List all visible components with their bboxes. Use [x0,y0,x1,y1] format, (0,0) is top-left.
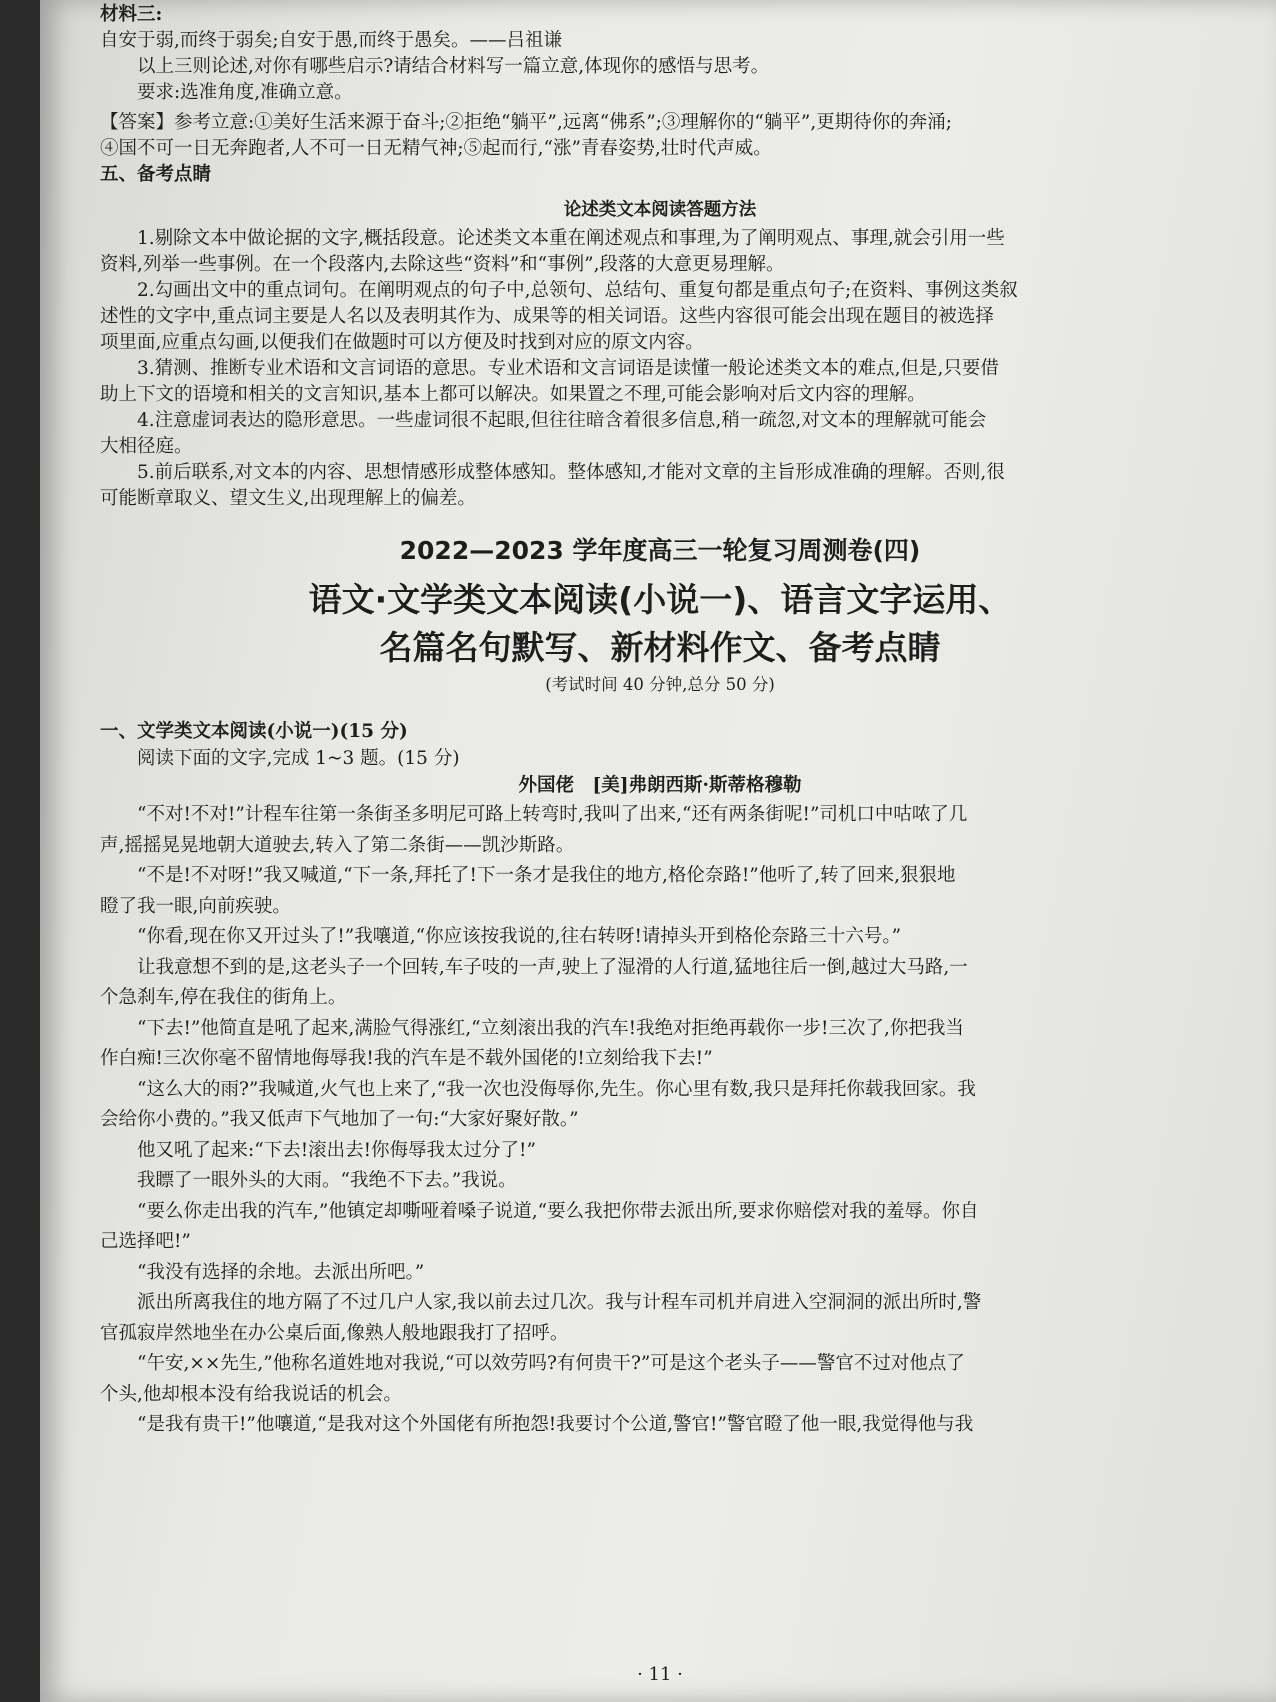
method-line: 1.剔除文本中做论据的文字,概括段意。论述类文本重在阐述观点和事理,为了阐明观点、事理,就会引用一些 [137,228,1005,249]
story-line: 他又吼了起来:“下去!滚出去!你侮辱我太过分了!” [137,1139,536,1161]
story-line: 声,摇摇晃晃地朝大道驶去,转入了第二条街——凯沙斯路。 [100,834,575,856]
method-line: 3.猜测、推断专业术语和文言词语的意思。专业术语和文言词语是读懂一般论述类文本的难点,但是,只要借 [137,358,999,379]
story-line: 瞪了我一眼,向前疾驶。 [100,895,291,917]
story-line: 让我意想不到的是,这老头子一个回转,车子吱的一声,驶上了湿滑的人行道,猛地往后一倒,越过大马路,一 [137,956,968,978]
story-line: “我没有选择的余地。去派出所吧。” [137,1261,425,1283]
story-line: 我瞟了一眼外头的大雨。“我绝不下去。”我说。 [137,1170,517,1191]
story-line: “午安,××先生,”他称名道姓地对我说,“可以效劳吗?有何贵干?”可是这个老头子——警官不过对他点了 [137,1353,965,1374]
story-line: “下去!”他简直是吼了起来,满脸气得涨红,“立刻滚出我的汽车!我绝对拒绝再载你一步!三次了,你把我当 [137,1017,964,1039]
section-one-heading: 一、文学类文本阅读(小说一)(15 分) [100,721,408,742]
material-requirement: 要求:选准角度,准确立意。 [137,82,353,103]
section-five-heading: 五、备考点睛 [100,164,212,185]
exam-info: (考试时间 40 分钟,总分 50 分) [545,675,775,694]
story-line: 会给你小费的。”我又低声下气地加了一句:“大家好聚好散。” [100,1109,579,1130]
answer-line-1: 【答案】参考立意:①美好生活来源于奋斗;②拒绝“躺平”,远离“佛系”;③理解你的“躺平”,更期待你的奔涌; [100,112,952,133]
page-number: · 11 · [637,1664,683,1685]
story-line: 作白痴!三次你毫不留情地侮辱我!我的汽车是不载外国佬的!立刻给我下去!” [100,1048,713,1069]
method-line: 项里面,应重点勾画,以便我们在做题时可以方便及时找到对应的原文内容。 [100,332,704,353]
paper-header [100,532,1220,698]
material-quote: 自安于弱,而终于弱矣;自安于愚,而终于愚矣。——吕祖谦 [100,30,562,51]
paper-title-year: 2022—2023 学年度高三一轮复习周测卷(四) [399,536,921,565]
story-line: “不是!不对呀!”我又喊道,“下一条,拜托了!下一条才是我住的地方,格伦奈路!”他听了,转了回来,狠狠地 [137,865,956,886]
material-question: 以上三则论述,对你有哪些启示?请结合材料写一篇立意,体现你的感悟与思考。 [137,56,770,77]
story-line: 己选择吧!” [100,1231,191,1252]
answer-block [100,110,1220,162]
story-line: 个头,他却根本没有给我说话的机会。 [100,1383,402,1405]
method-line: 助上下文的语境和相关的文言知识,基本上都可以解决。如果置之不理,可能会影响对后文内容的理解。 [100,384,926,405]
method-line: 可能断章取义、望文生义,出现理解上的偏差。 [100,488,476,509]
method-paragraphs [100,226,1220,512]
paper-title-subject: 语文·文学类文本阅读(小说一)、语言文字运用、 [308,580,1012,619]
story-title: 外国佬 [美]弗朗西斯·斯蒂格穆勒 [518,775,802,796]
story-line: “是我有贵干!”他嚷道,“是我对这个外国佬有所抱怨!我要讨个公道,警官!”警官瞪了他一眼,我觉得他与我 [137,1414,974,1435]
method-line: 述性的文字中,重点词主要是人名以及表明其作为、成果等的相关词语。这些内容很可能会出现在题目的被选择 [100,306,994,327]
page-content [100,0,1220,1441]
method-title: 论述类文本阅读答题方法 [563,200,757,220]
story-line: “你看,现在你又开过头了!”我嚷道,“你应该按我说的,往右转呀!请掉头开到格伦奈路三十六号。” [137,926,902,947]
paper-title-topics: 名篇名句默写、新材料作文、备考点睛 [379,628,941,667]
method-line: 资料,列举一些事例。在一个段落内,去除这些“资料”和“事例”,段落的大意更易理解。 [100,254,785,275]
material-three [100,0,1220,106]
method-line: 2.勾画出文中的重点词句。在阐明观点的句子中,总领句、总结句、重复句都是重点句子;在资料、事例这类叙 [137,280,1018,301]
method-line: 5.前后联系,对文本的内容、思想情感形成整体感知。整体感知,才能对文章的主旨形成准确的理解。否则,很 [137,462,1005,483]
story-line: “这么大的雨?”我喊道,火气也上来了,“我一次也没侮辱你,先生。你心里有数,我只是拜托你载我回家。我 [137,1078,976,1100]
method-line: 大相径庭。 [100,436,193,457]
story-line: 官孤寂岸然地坐在办公桌后面,像熟人般地跟我打了招呼。 [100,1322,569,1344]
story-line: “不对!不对!”计程车往第一条街圣多明尼可路上转弯时,我叫了出来,“还有两条街呢!”司机口中咕哝了几 [137,804,968,825]
answer-line-2: ④国不可一日无奔跑者,人不可一日无精气神;⑤起而行,“涨”青春姿势,壮时代声威。 [100,138,772,159]
story-line: “要么你走出我的汽车,”他镇定却嘶哑着嗓子说道,“要么我把你带去派出所,要求你赔偿对我的羞辱。你自 [137,1200,979,1222]
exam-page [40,0,1276,1702]
method-line: 4.注意虚词表达的隐形意思。一些虚词很不起眼,但往往暗含着很多信息,稍一疏忽,对文本的理解就可能会 [137,410,987,431]
story-line: 派出所离我住的地方隔了不过几户人家,我以前去过几次。我与计程车司机并肩进入空洞洞的派出所时,警 [137,1292,982,1313]
reading-instruction: 阅读下面的文字,完成 1~3 题。(15 分) [137,748,460,769]
story-line: 个急刹车,停在我住的街角上。 [100,987,347,1008]
story-text [100,800,1220,1441]
material-heading: 材料三: [100,4,163,25]
